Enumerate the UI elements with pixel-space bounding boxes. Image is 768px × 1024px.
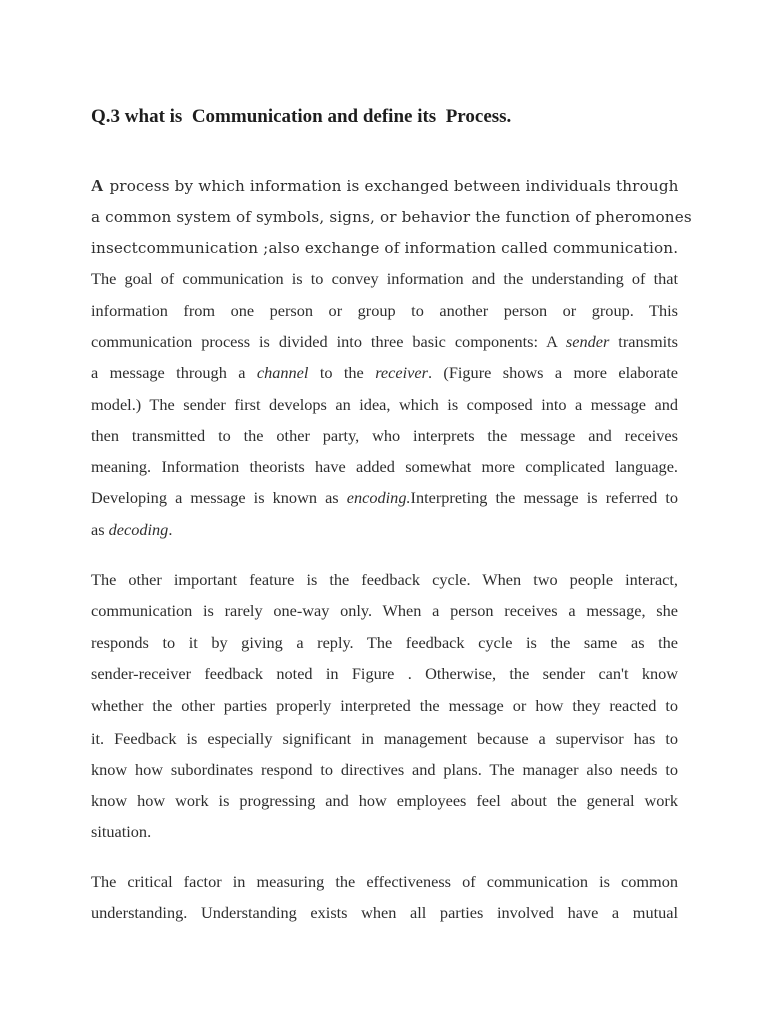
- paragraph-2-line-2: communication is rarely one-way only. When a person receives a message, she: [91, 601, 678, 620]
- paragraph-2-line-7: know how subordinates respond to directives and plans. The manager also needs to: [91, 760, 678, 779]
- paragraph-1-line-1: A process by which information is exchanged between individuals through: [91, 176, 679, 195]
- paragraph-2-line-8: know how work is progressing and how employees feel about the general work: [91, 791, 678, 810]
- paragraph-1-line-4: The goal of communication is to convey information and the understanding of that: [91, 269, 678, 288]
- term-sender: sender: [565, 332, 610, 351]
- paragraph-1-line-2: a common system of symbols, signs, or behavior the function of pheromones: [91, 208, 692, 226]
- paragraph-1-line-11: Developing a message is known as encoding.Interpreting the message is referred to: [91, 488, 679, 507]
- paragraph-1-line-6: communication process is divided into three basic components: A sender transmits: [91, 332, 678, 351]
- paragraph-1-line-8: model.) The sender first develops an idea, which is composed into a message and: [91, 395, 678, 414]
- paragraph-2-line-4: sender-receiver feedback noted in Figure . Otherwise, the sender can't know: [91, 664, 678, 683]
- paragraph-2-line-1: The other important feature is the feedback cycle. When two people interact,: [91, 570, 678, 589]
- paragraph-1-line-5: information from one person or group to another person or group. This: [91, 301, 678, 320]
- paragraph-2-line-6: it. Feedback is especially significant in management because a supervisor has to: [91, 729, 678, 748]
- term-channel: channel: [256, 363, 309, 382]
- term-decoding: decoding: [108, 520, 169, 539]
- paragraph-2-line-3: responds to it by giving a reply. The feedback cycle is the same as the: [91, 633, 678, 652]
- paragraph-1-line-7: a message through a channel to the receiver. (Figure shows a more elaborate: [91, 363, 678, 382]
- paragraph-2-line-5: whether the other parties properly interpreted the message or how they reacted to: [91, 696, 678, 715]
- page-title: Q.3 what is Communication and define its Process.: [91, 106, 512, 127]
- dropcap-letter: A: [91, 176, 104, 195]
- paragraph-1-line-10: meaning. Information theorists have added somewhat more complicated language.: [91, 457, 678, 476]
- paragraph-2-line-9: situation.: [91, 822, 152, 841]
- term-receiver: receiver: [375, 363, 428, 382]
- paragraph-3-line-1: The critical factor in measuring the effectiveness of communication is common: [91, 872, 678, 891]
- paragraph-1-line-3: insectcommunication ;also exchange of information called communication.: [91, 239, 679, 257]
- term-encoding: encoding.: [346, 488, 411, 507]
- paragraph-1-line-12: as decoding.: [91, 520, 173, 539]
- paragraph-1-line-9: then transmitted to the other party, who interprets the message and receives: [91, 426, 678, 445]
- paragraph-3-line-2: understanding. Understanding exists when all parties involved have a mutual: [91, 903, 678, 922]
